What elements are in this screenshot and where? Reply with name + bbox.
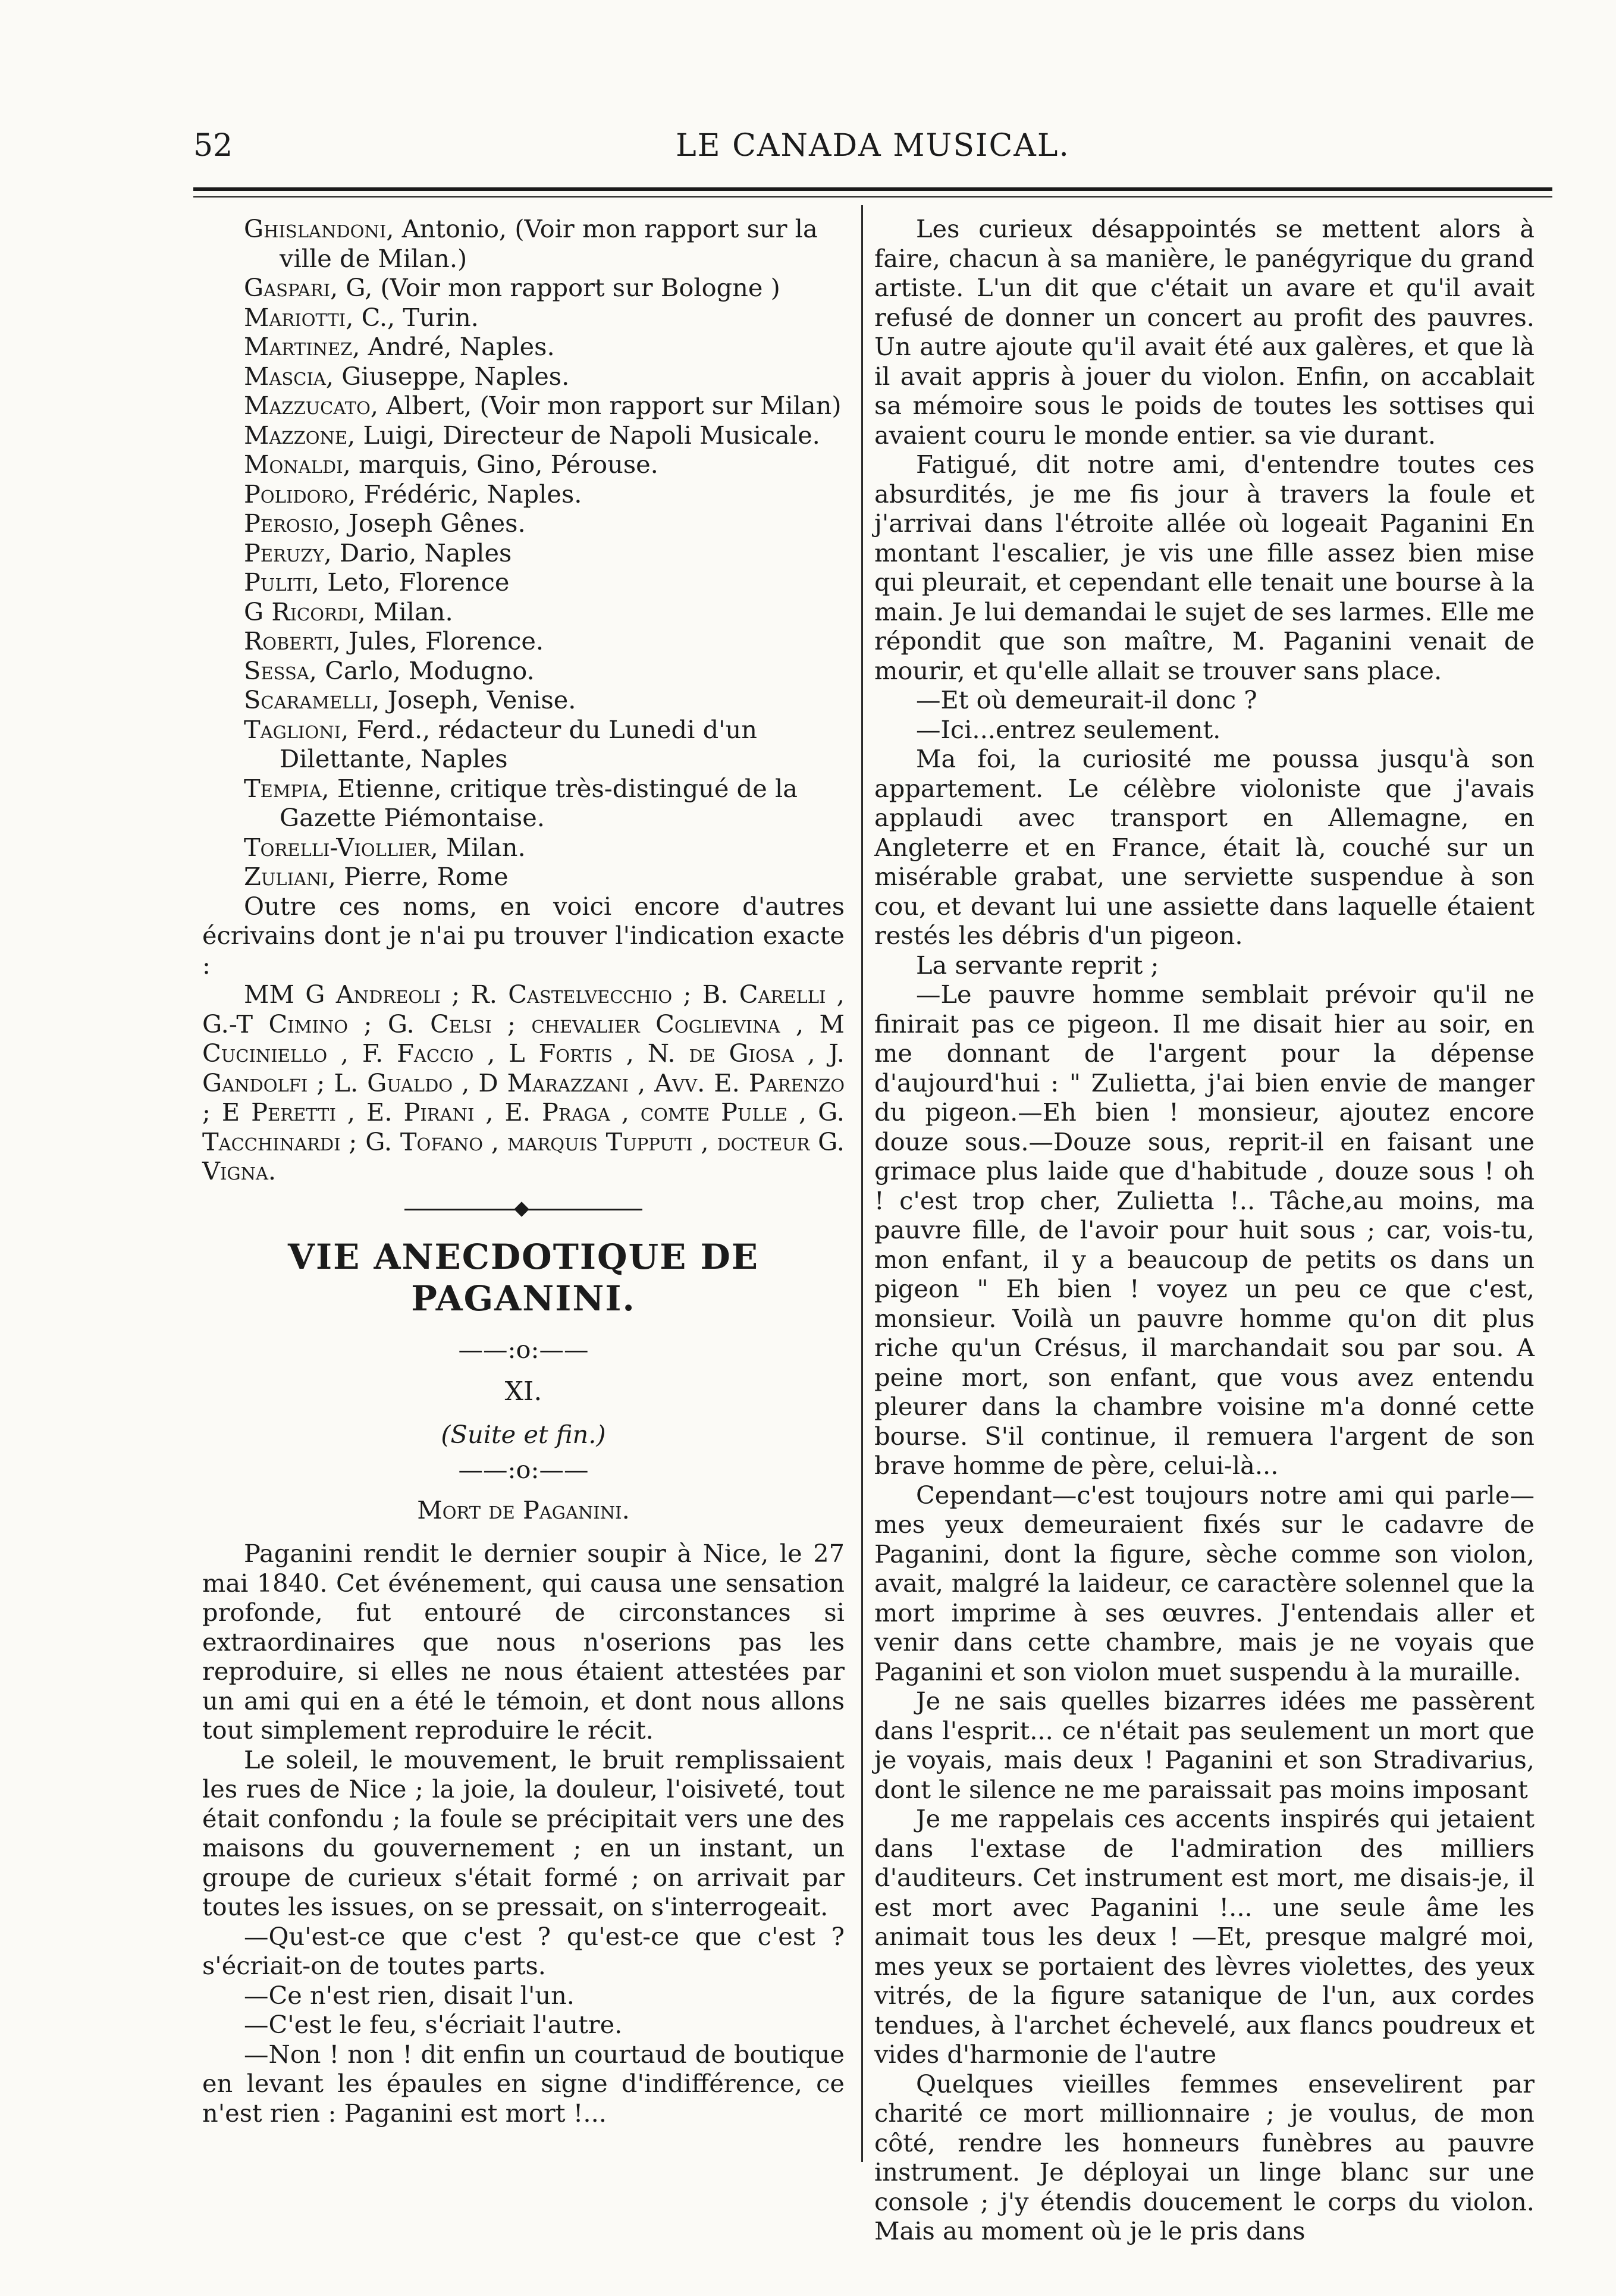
list-item: G Ricordi, Milan. bbox=[244, 597, 453, 626]
list-item: Mascia, Giuseppe, Naples. bbox=[244, 361, 570, 391]
page-header bbox=[193, 128, 1552, 175]
paragraph: Quelques vieilles femmes ensevelirent par charité ce mort millionnaire ; je voulus, de mon côté, rendre les honneurs funèbres au pauvre instrument. Je déployai un linge blanc sur une console ; j'y étendis doucement le corps du violon. Mais au moment où je le pris dans bbox=[874, 2069, 1535, 2245]
list-item: Ghislandoni, Antonio, (Voir mon rapport sur la ville de Milan.) bbox=[244, 214, 818, 273]
list-item: Taglioni, Ferd., rédacteur du Lunedi d'un Dilettante, Naples bbox=[244, 714, 758, 773]
writer-list bbox=[202, 214, 845, 892]
paragraph: —Ici...entrez seulement. bbox=[916, 714, 1221, 744]
paragraph: Le soleil, le mouvement, le bruit remplissaient les rues de Nice ; la joie, la douleur, l'oisiveté, tout était confondu ; la foule se précipitait vers une des maisons du gouvernement ; en un instant, un groupe de curieux s'était formé ; on arrivait par toutes les issues, on se pressait, on s'interrogeait. bbox=[202, 1745, 845, 1921]
paragraph: Cependant—c'est toujours notre ami qui parle—mes yeux demeuraient fixés sur le cadavre de Paganini, dont la figure, sèche comme son violon, avait, malgré la laideur, ce caractère solennel que la mort imprime à ses œuvres. J'entendais aller et venir dans cette chambre, mais je ne voyais que Paganini et son violon muet suspendu à la muraille. bbox=[874, 1480, 1535, 1686]
article-title: VIE ANECDOTIQUE DE PAGANINI. bbox=[287, 1236, 760, 1319]
paragraph: —C'est le feu, s'écriait l'autre. bbox=[244, 2010, 623, 2039]
list-item: Torelli-Viollier, Milan. bbox=[244, 832, 526, 862]
list-item: Monaldi, marquis, Gino, Pérouse. bbox=[244, 450, 658, 479]
paragraph: —Et où demeurait-il donc ? bbox=[916, 685, 1257, 714]
list-item: Polidoro, Frédéric, Naples. bbox=[244, 479, 582, 509]
list-item: Roberti, Jules, Florence. bbox=[244, 626, 544, 655]
list-item: Puliti, Leto, Florence bbox=[244, 567, 510, 597]
list-item: Sessa, Carlo, Modugno. bbox=[244, 655, 535, 685]
paragraph: La servante reprit ; bbox=[916, 950, 1159, 980]
list-item: Zuliani, Pierre, Rome bbox=[244, 862, 509, 891]
paragraph: Les curieux désappointés se mettent alors à faire, chacun à sa manière, le panégyrique du grand artiste. L'un dit que c'était un avare et qu'il avait refusé de donner un concert au profit des pauvres. Un autre ajoute qu'il avait été aux galères, et que là il avait appris à jouer du violon. Enfin, on accablait sa mémoire sous le poids de toutes les sottises qui avaient couru le monde entier. sa vie durant. bbox=[874, 214, 1535, 450]
header-rule-thin bbox=[193, 196, 1552, 197]
paragraph: —Ce n'est rien, disait l'un. bbox=[244, 1980, 575, 2010]
section-heading: Mort de Paganini. bbox=[417, 1495, 630, 1525]
column-separator bbox=[861, 205, 863, 2162]
list-item: Gaspari, G, (Voir mon rapport sur Bologne ) bbox=[244, 273, 780, 302]
paragraph: Paganini rendit le dernier soupir à Nice, le 27 mai 1840. Cet événement, qui causa une sensation profonde, fut entouré de circonstances si extraordinaires que nous n'oserions pas les reproduire, si elles ne nous étaient attestées par un ami qui en a été le témoin, et dont nous allons tout simplement reproduire le récit. bbox=[202, 1539, 845, 1745]
paragraph: Fatigué, dit notre ami, d'entendre toutes ces absurdités, je me fis jour à travers la foule et j'arrivai dans l'étroite allée où logeait Paganini En montant l'escalier, je vis une fille assez bien mise qui pleurait, et cependant elle tenait une bourse à la main. Je lui demandai le sujet de ses larmes. Elle me répondit que son maître, M. Paganini venait de mourir, et qu'elle allait se trouver sans place. bbox=[874, 450, 1535, 685]
list-item: Peruzy, Dario, Naples bbox=[244, 538, 512, 567]
list-item: Scaramelli, Joseph, Venise. bbox=[244, 685, 576, 714]
paragraph: —Non ! non ! dit enfin un courtaud de boutique en levant les épaules en signe d'indifférence, ce n'est rien : Paganini est mort !... bbox=[202, 2039, 845, 2128]
list-item: Mariotti, C., Turin. bbox=[244, 302, 479, 332]
paragraph: Je ne sais quelles bizarres idées me passèrent dans l'esprit... ce n'était pas seulement un mort que je voyais, mais deux ! Paganini et son Stradivarius, dont le silence ne me paraissait pas moins imposant bbox=[874, 1686, 1535, 1804]
list-item: Perosio, Joseph Gênes. bbox=[244, 509, 526, 538]
paragraph: —Qu'est-ce que c'est ? qu'est-ce que c'est ? s'écriait-on de toutes parts. bbox=[202, 1921, 845, 1980]
list-item: Martinez, André, Naples. bbox=[244, 332, 555, 361]
right-column bbox=[874, 214, 1535, 2246]
page-number: 52 bbox=[193, 128, 233, 164]
ornament-divider bbox=[202, 1204, 845, 1216]
list-item: Tempia, Etienne, critique très-distingué de la Gazette Piémontaise. bbox=[244, 773, 798, 832]
list-item: Mazzucato, Albert, (Voir mon rapport sur Milan) bbox=[244, 391, 842, 420]
extra-writers: MM G Andreoli ; R. Castelvecchio ; B. Carelli , G.-T Cimino ; G. Celsi ; chevalier Coglievina , M Cuciniello , F. Faccio , L Fortis , N. de Giosa , J. Gandolfi ; L. Gualdo , D Marazzani , Avv. E. Parenzo ; E Peretti , E. Pirani , E. Praga , comte Pulle , G. Tacchinardi ; G. Tofano , marquis Tupputi , docteur G. Vigna. bbox=[202, 980, 845, 1185]
chapter-number: XI. bbox=[504, 1376, 542, 1407]
article-subtitle: (Suite et fin.) bbox=[441, 1419, 606, 1449]
header-rule-thick bbox=[193, 187, 1552, 191]
paragraph: Ma foi, la curiosité me poussa jusqu'à son appartement. Le célèbre violoniste que j'avais applaudi avec transport en Allemagne, en Angleterre et en France, était là, couché sur un misérable grabat, une serviette suspendue à son cou, et devant lui une assiette dans laquelle étaient restés les débris d'un pigeon. bbox=[874, 744, 1535, 950]
paragraph: —Le pauvre homme semblait prévoir qu'il ne finirait pas ce pigeon. Il me disait hier au soir, en me donnant de l'argent pour la dépense d'aujourd'hui : " Zulietta, j'ai bien envie de manger du pigeon.—Eh bien ! monsieur, ajoutez encore douze sous.—Douze sous, reprit-il en faisant une grimace plus laide que d'habitude , douze sous ! oh ! c'est trop cher, Zulietta !.. Tâche,au moins, ma pauvre fille, de l'avoir pour huit sous ; car, vois-tu, mon enfant, il y a beaucoup de petits os dans un pigeon " Eh bien ! voyez un peu ce que c'est, monsieur. Voilà un pauvre homme qu'on dit plus riche qu'un Crésus, il marchandait sou par sou. A peine mort, son enfant, que vous avez entendu pleurer dans la chambre voisine m'a donné cette bourse. S'il continue, il remuera l'argent de son brave homme de père, celui-là... bbox=[874, 980, 1535, 1480]
list-item: Mazzone, Luigi, Directeur de Napoli Musicale. bbox=[244, 420, 820, 450]
paragraph: Je me rappelais ces accents inspirés qui jetaient dans l'extase de l'admiration des milliers d'auditeurs. Cet instrument est mort, me disais-je, il est mort avec Paganini !... une seule âme les animait tous les deux ! —Et, presque malgré moi, mes yeux se portaient des lèvres violettes, des yeux vitrés, de la figure satanique de l'un, aux cordes tendues, à l'archet échevelé, aux flancs poudreux et vides d'harmonie de l'autre bbox=[874, 1804, 1535, 2069]
left-column bbox=[202, 214, 845, 2128]
journal-title: LE CANADA MUSICAL. bbox=[676, 128, 1070, 164]
divider-mark-2: ——:o:—— bbox=[458, 1455, 589, 1484]
list-intro: Outre ces noms, en voici encore d'autres écrivains dont je n'ai pu trouver l'indication exacte : bbox=[202, 891, 845, 980]
divider-mark: ——:o:—— bbox=[458, 1334, 589, 1364]
